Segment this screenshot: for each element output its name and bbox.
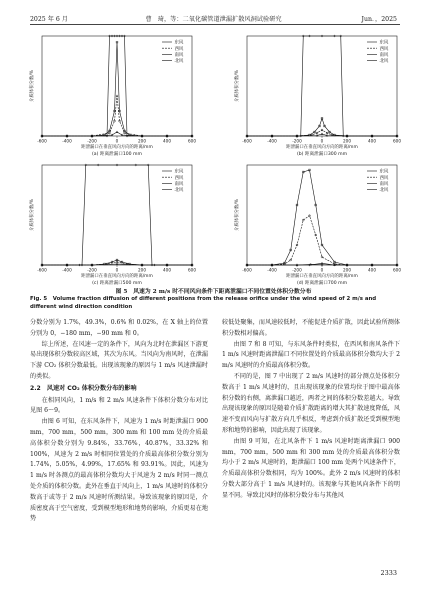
paragraph: 分数分别为 1.7%，49.3%，0.6% 和 0.02%，在 X 轴上的位置分别为 0，−180 mm，−90 mm 和 0。 (30, 319, 208, 337)
x-tick-label: 0 (320, 138, 324, 144)
left-column (30, 318, 208, 525)
x-tick-label: 600 (393, 267, 401, 273)
y-axis-label: 介质体积分数/% (30, 199, 35, 231)
x-tick-label: -200 (292, 267, 302, 273)
chart-panel-b (233, 35, 401, 157)
x-tick-label: 200 (138, 138, 146, 144)
legend-label: 西风 (174, 175, 184, 181)
paragraph: 由图 7 和 8 可知，与东风条件时类似，在西风和南风条件下 1 m/s 风速时距离泄漏口不同位置处的介质最高体积分数均大于 2 m/s 风速时的介质最高体积分数。 (222, 340, 400, 370)
series-line-4 (247, 36, 397, 136)
legend-label: 东风 (174, 169, 184, 175)
x-tick-label: 0 (115, 267, 119, 273)
legend-label: 东风 (174, 40, 184, 46)
chart-panel-d (233, 165, 401, 286)
page-number: 2333 (380, 569, 397, 577)
x-tick-label: 200 (138, 267, 146, 273)
legend-label: 西风 (174, 46, 184, 52)
legend-label: 南风 (174, 182, 184, 187)
y-axis-label: 介质体积分数/% (235, 70, 240, 102)
x-tick-label: 400 (163, 267, 171, 273)
x-tick-label: -600 (37, 138, 47, 144)
x-tick-label: 0 (115, 138, 119, 144)
legend-label: 西风 (379, 175, 389, 181)
legend-label: 南风 (174, 53, 184, 58)
series-line-4 (42, 165, 192, 265)
x-tick-label: -400 (62, 267, 72, 273)
x-tick-label: -400 (267, 138, 277, 144)
paragraph: 不同的是，图 7 中出现了 2 m/s 风速时的部分测点处体积分数高于 1 m/s 风速时的，且出现该现象的位置均位于图中最高体积分数的右侧，离泄漏口越近，两者之间的体积分数差越大。导致出现该现象的原因是随着介质扩散距离的增大其扩散速度降低，风速不变而风向与扩散方向几乎相反，考虑到介质扩散还受到模型地形和地势的影响，因此出现了该现象。 (222, 372, 400, 434)
x-tick-label: -200 (292, 138, 302, 144)
paragraph: 由图 9 可知，在北风条件下 1 m/s 风速时距离泄漏口 900 mm，700 mm，500 mm 和 300 mm 处的介质最高体积分数均小于 2 m/s 风速时的，距泄漏口 100 mm 处两个风速条件下，介质最高体积分数相同，均为 100%。此外 2 m/s 风速时的体积分数大部分高于 1 m/s 风速时的。该现象与其他风向条件下的明显不同。导致北风时的体积分数分布与其他风 (222, 437, 400, 499)
x-axis-label: 距泄漏口在垂直风向方向的距离/mm (81, 274, 153, 279)
series-line-1 (247, 170, 397, 265)
header-title: 曹 琦，等：二氧化碳管道泄漏扩散风洞试验研究 (145, 16, 282, 23)
data-point (302, 219, 304, 221)
x-tick-label: 400 (368, 138, 376, 144)
subfigure-label: (b) 距离泄漏口300 mm (296, 152, 348, 157)
plot-frame (247, 36, 397, 136)
legend-label: 南风 (379, 53, 389, 58)
header-date: 2025 年 6 月 (30, 16, 68, 23)
x-tick-label: 600 (393, 138, 401, 144)
x-tick-label: -200 (87, 267, 97, 273)
x-tick-label: -400 (267, 267, 277, 273)
paragraph: 在相同风向，1 m/s 和 2 m/s 风速条件下体积分数分布对比见图 6～9。 (30, 396, 208, 415)
plot-frame (247, 165, 397, 265)
y-axis-label: 介质体积分数/% (235, 199, 240, 231)
chart-panel-c (28, 164, 196, 286)
x-tick-label: -400 (62, 138, 72, 144)
x-tick-label: 200 (343, 267, 351, 273)
x-tick-label: 600 (188, 267, 196, 273)
right-column (222, 318, 400, 502)
x-tick-label: 200 (343, 138, 351, 144)
series-line-1 (42, 42, 192, 136)
legend-label: 北风 (379, 188, 389, 194)
legend-label: 南风 (379, 182, 389, 187)
figure-caption-cn: 图 5 风速为 2 m/s 时不同风向条件下距离泄漏口不同位置处体积分数分布 (115, 289, 312, 295)
x-tick-label: 0 (320, 267, 324, 273)
data-point (321, 256, 323, 258)
paragraph: 较低处聚集，而风速较低时，不能促进介质扩散，因此试验所测体积分数相对偏高。 (222, 319, 400, 337)
series-line-2 (247, 216, 397, 265)
series-line-1 (247, 118, 397, 136)
x-tick-label: -600 (242, 267, 252, 273)
x-tick-label: 600 (188, 138, 196, 144)
paragraph: 由图 6 可知，在东风条件下，风速为 1 m/s 时距泄漏口 900 mm，700 mm，500 mm，300 mm 和 100 mm 处的介质最高体积分数分别为 9.84%，33.76%，40.87%，33.32% 和 100%，风速为 2 m/s 时相同位置处的介质最高体积分数分别为 1.74%，5.05%，4.99%，17.65% 和 93.91%。因此，风速为 1 m/s 时各测点的最高体积分数均大于风速为 2 m/s 时同一测点处介质的体积分数。此外在垂直于风向上，1 m/s 风速时的体积分数高于或等于 2 m/s 风速时所测结果。导致该现象的原因是，介质密度高于空气密度，受到模型地形和地势的影响，介质更易在地势 (30, 418, 208, 523)
series-line-4 (42, 36, 192, 136)
plot-frame (42, 36, 192, 136)
x-axis-label: 距泄漏口在垂直风向方向的距离/mm (286, 274, 358, 279)
plot-frame (42, 165, 192, 265)
x-tick-label: 400 (368, 267, 376, 273)
legend-label: 东风 (379, 169, 389, 175)
header-date-en: Jun．，2025 (361, 16, 397, 23)
legend-label: 北风 (174, 59, 184, 65)
x-tick-label: -200 (87, 138, 97, 144)
subfigure-label: (c) 距离泄漏口500 mm (92, 281, 142, 286)
x-tick-label: -600 (242, 138, 252, 144)
x-tick-label: -600 (37, 267, 47, 273)
x-axis-label: 距泄漏口在垂直风向方向的距离/mm (286, 145, 358, 150)
legend-label: 东风 (379, 40, 389, 46)
legend-label: 北风 (379, 59, 389, 65)
figure-caption-text: Volume fraction diffusion of different positions from the release orifice under the wind speed of 2 m/s and different wind direction condition (30, 296, 377, 310)
legend-label: 北风 (174, 188, 184, 194)
figure-caption-label: Fig. 5 (30, 296, 48, 302)
figure-caption-en (30, 295, 400, 311)
paragraph: 综上所述，在风速一定的条件下，风向为北时在泄漏区下游更易出现体积分数较高区域，其次为东风。当风向为南风时，在泄漏下游 CO₂ 体积分数最低。出现该现象的原因与 1 m/s 风速泄漏时的类似。 (30, 340, 208, 380)
subfigure-label: (d) 距离泄漏口700 mm (296, 281, 348, 286)
y-axis-label: 介质体积分数/% (30, 70, 35, 102)
section-heading: 2.2 风速对 CO₂ 体积分数分布的影响 (30, 384, 137, 392)
x-axis-label: 距泄漏口在垂直风向方向的距离/mm (81, 145, 153, 150)
legend-label: 西风 (379, 46, 389, 52)
series-line-2 (42, 96, 192, 136)
x-tick-label: 400 (163, 138, 171, 144)
subfigure-label: (a) 距离泄漏口100 mm (91, 152, 143, 157)
chart-panel-a (28, 35, 196, 157)
